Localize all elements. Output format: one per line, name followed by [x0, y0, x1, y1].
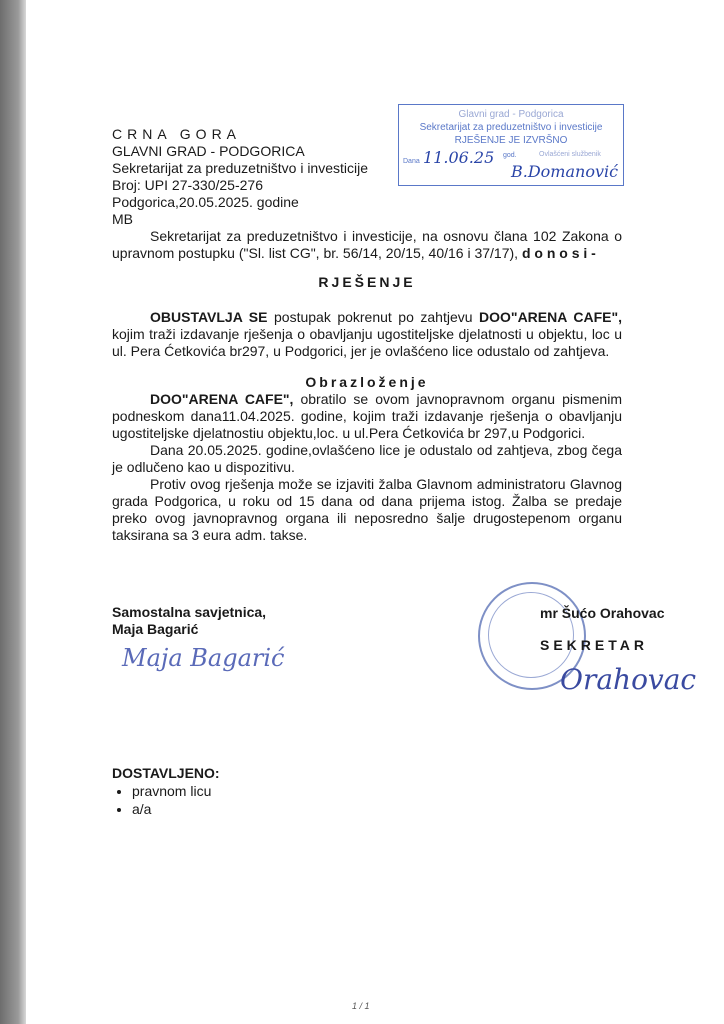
right-signatory-name: mr Šućo Orahovac — [540, 605, 665, 621]
decision — [112, 309, 622, 360]
delivery-item: • pravnom licu — [132, 782, 220, 800]
decision-text: kojim traži izdavanje rješenja o obavljanju ugostiteljske djelatnosti u objektu, loc u ul. Pera Ćetkovića br297, u Podgorici, jer je ovlašćeno lice odustalo od zahtjeva. — [112, 326, 622, 359]
decision-text: postupak pokrenut po zahtjevu — [267, 309, 480, 325]
stamp-officer-label: Ovlašćeni službenik — [539, 151, 601, 158]
preamble — [112, 228, 622, 262]
page-number: 1 / 1 — [352, 1001, 370, 1011]
country: CRNA GORA — [112, 126, 242, 142]
stamp-suffix: god. — [503, 152, 517, 159]
stamp-signature: B.Domanović — [511, 162, 619, 181]
reasoning-heading: Obrazloženje — [305, 374, 429, 390]
department: Sekretarijat za preduzetništvo i investicije — [112, 160, 369, 176]
left-signature: Maja Bagarić — [122, 644, 285, 672]
stamp-date: 11.06.25 — [423, 148, 495, 167]
reasoning-p1 — [112, 391, 622, 442]
preamble-text: Sekretarijat za preduzetništvo i investicije, na osnovu člana 102 Zakona o upravnom postupku ("Sl. list CG", br. 56/14, 20/15, 40/16 i 37/17), — [112, 228, 622, 261]
left-signatory-title: Samostalna savjetnica, — [112, 604, 267, 620]
reasoning-text: obratilo se ovom javnopravnom organu pismenim podneskom dana11.04.2025. godine, kojim traži izdavanje rješenja o obavljanju ugostiteljske djelatnostiu objektu,loc. u ul.Pera Ćetkovića br 297,u Podgorici. — [112, 391, 622, 441]
place-date: Podgorica,20.05.2025. godine — [112, 194, 299, 210]
delivery-item: • a/a — [132, 800, 220, 818]
stamp-line1: Glavni grad - Podgorica — [458, 109, 564, 120]
reasoning-p3: Protiv ovog rješenja može se izjaviti žalba Glavnom administratoru Glavnog grada Podgorica, u roku od 15 dana od dana prijema istog. Žalba se predaje preko ovog javnopravnog organa ili neposredno šalje drugostepenom organu taksirana sa 3 eura adm. takse. — [112, 476, 622, 543]
company-name: DOO"ARENA CAFE", — [479, 309, 622, 325]
company-name: DOO"ARENA CAFE", — [150, 391, 294, 407]
delivery-heading: DOSTAVLJENO: — [112, 765, 220, 781]
stamp-date-label: Dana — [403, 158, 420, 165]
right-signature: Orahovac — [560, 663, 697, 696]
left-signatory-name: Maja Bagarić — [112, 621, 199, 637]
delivery — [112, 765, 220, 818]
city: GLAVNI GRAD - PODGORICA — [112, 143, 305, 159]
left-signatory — [112, 604, 266, 638]
document-title: RJEŠENJE — [318, 274, 416, 290]
document-header — [112, 126, 368, 228]
reference-number: Broj: UPI 27-330/25-276 — [112, 177, 263, 193]
reasoning — [112, 374, 622, 544]
scan-edge — [0, 0, 26, 1024]
preamble-bold: d o n o s i - — [521, 245, 596, 261]
reasoning-p2: Dana 20.05.2025. godine,ovlašćeno lice je odustalo od zahtjeva, zbog čega je odlučeno kao u dispozitivu. — [112, 442, 622, 475]
decision-verb: OBUSTAVLJA SE — [150, 309, 268, 325]
stamp-line3: RJEŠENJE JE IZVRŠNO — [454, 135, 568, 146]
right-signatory-title: SEKRETAR — [540, 637, 648, 653]
initials: MB — [112, 211, 133, 227]
enforceability-stamp — [398, 104, 624, 186]
stamp-line2: Sekretarijat za preduzetništvo i investicije — [419, 122, 603, 133]
